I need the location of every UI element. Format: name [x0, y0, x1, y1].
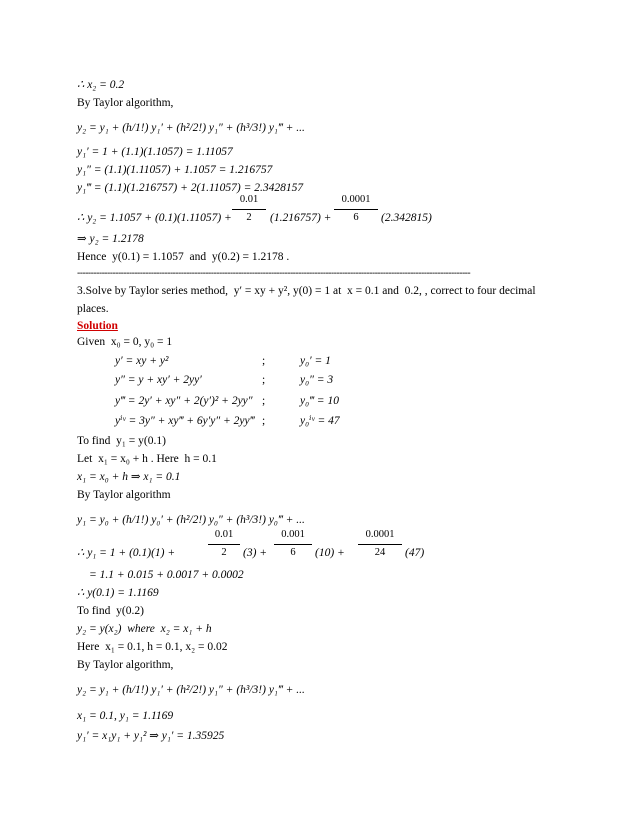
fraction-numerator: 0.001	[281, 529, 305, 540]
formula-line: (1.216757) +	[270, 212, 332, 224]
derivative-eq: yⁱᵛ = 3y″ + xy‴ + 6y′y″ + 2yy‴	[115, 415, 255, 427]
question-text: 3.Solve by Taylor series method, y′ = xy + y², y(0) = 1 at x = 0.1 and 0.2, , correct to four decimal	[77, 285, 536, 297]
text-line: Given x₀ = 0, y₀ = 1	[77, 336, 173, 348]
text-line: To find y₁ = y(0.1)	[77, 435, 166, 447]
fraction-denominator: 6	[353, 212, 359, 223]
formula-line: y₁″ = (1.1)(1.11057) + 1.1057 = 1.216757	[77, 164, 273, 176]
initial-value: y₀ⁱᵛ = 47	[300, 415, 340, 427]
formula-line: (2.342815)	[381, 212, 432, 224]
fraction-numerator: 0.0001	[341, 194, 371, 205]
formula-line: ∴ y₁ = 1 + (0.1)(1) +	[77, 547, 176, 559]
fraction-denominator: 24	[374, 547, 386, 558]
formula-line: y₂ = y₁ + (h/1!) y₁′ + (h²/2!) y₁″ + (h³/3!) y₁‴ + ...	[77, 684, 305, 696]
formula-line: ∴ y₂ = 1.1057 + (0.1)(1.11057) +	[77, 212, 232, 224]
text-line: By Taylor algorithm,	[77, 659, 174, 671]
formula-line: x₁ = x₀ + h ⇒ x₁ = 0.1	[77, 471, 181, 483]
initial-value: y₀″ = 3	[300, 374, 334, 386]
separator: ;	[262, 415, 266, 427]
derivative-eq: y‴ = 2y′ + xy″ + 2(y′)² + 2yy″	[115, 395, 253, 407]
fraction-numerator: 0.01	[239, 194, 259, 205]
derivative-eq: y″ = y + xy′ + 2yy′	[115, 374, 202, 386]
question-text: places.	[77, 303, 109, 315]
fraction-denominator: 6	[290, 547, 296, 558]
solution-heading: Solution	[77, 320, 118, 332]
derivative-eq: y′ = xy + y²	[115, 355, 169, 367]
formula-line: y₁′ = 1 + (1.1)(1.1057) = 1.11057	[77, 146, 233, 158]
text-line: Let x₁ = x₀ + h . Here h = 0.1	[77, 453, 217, 465]
text-line: Hence y(0.1) = 1.1057 and y(0.2) = 1.2178 .	[77, 251, 290, 263]
formula-line: (3) +	[243, 547, 268, 559]
formula-line: (47)	[405, 547, 425, 559]
fraction-numerator: 0.0001	[365, 529, 395, 540]
formula-line: y₁‴ = (1.1)(1.216757) + 2(1.11057) = 2.3428157	[77, 182, 304, 194]
fraction-bar	[358, 544, 402, 545]
result-line: ⇒ y₂ = 1.2178	[77, 233, 144, 245]
separator: ;	[262, 395, 266, 407]
text-line: By Taylor algorithm,	[77, 97, 174, 109]
fraction-bar	[208, 544, 240, 545]
fraction-numerator: 0.01	[214, 529, 234, 540]
formula-line: x₁ = 0.1, y₁ = 1.1169	[77, 710, 174, 722]
result-line: ∴ y(0.1) = 1.1169	[77, 587, 159, 599]
text-line: Here x₁ = 0.1, h = 0.1, x₂ = 0.02	[77, 641, 228, 653]
fraction-bar	[274, 544, 312, 545]
text-line: To find y(0.2)	[77, 605, 144, 617]
formula-line: y₂ = y(x₂) where x₂ = x₁ + h	[77, 623, 212, 635]
formula-line: = 1.1 + 0.015 + 0.0017 + 0.0002	[89, 569, 244, 581]
text-line: ∴ x₂ = 0.2	[77, 79, 125, 91]
separator-dashes: ------------------------------------------------------------------------------------------------------------------------------------------------	[77, 268, 471, 279]
fraction-bar	[334, 209, 378, 210]
separator: ;	[262, 374, 266, 386]
fraction-denominator: 2	[246, 212, 252, 223]
initial-value: y₀′ = 1	[300, 355, 331, 367]
formula-line: y₁ = y₀ + (h/1!) y₀′ + (h²/2!) y₀″ + (h³/3!) y₀‴ + ...	[77, 514, 305, 526]
formula-line: y₂ = y₁ + (h/1!) y₁′ + (h²/2!) y₁″ + (h³/3!) y₁‴ + ...	[77, 122, 305, 134]
formula-line: (10) +	[315, 547, 345, 559]
text-line: By Taylor algorithm	[77, 489, 171, 501]
fraction-denominator: 2	[221, 547, 227, 558]
separator: ;	[262, 355, 266, 367]
formula-line: y₁′ = x₁y₁ + y₁² ⇒ y₁′ = 1.35925	[77, 730, 225, 742]
fraction-bar	[232, 209, 266, 210]
initial-value: y₀‴ = 10	[300, 395, 339, 407]
